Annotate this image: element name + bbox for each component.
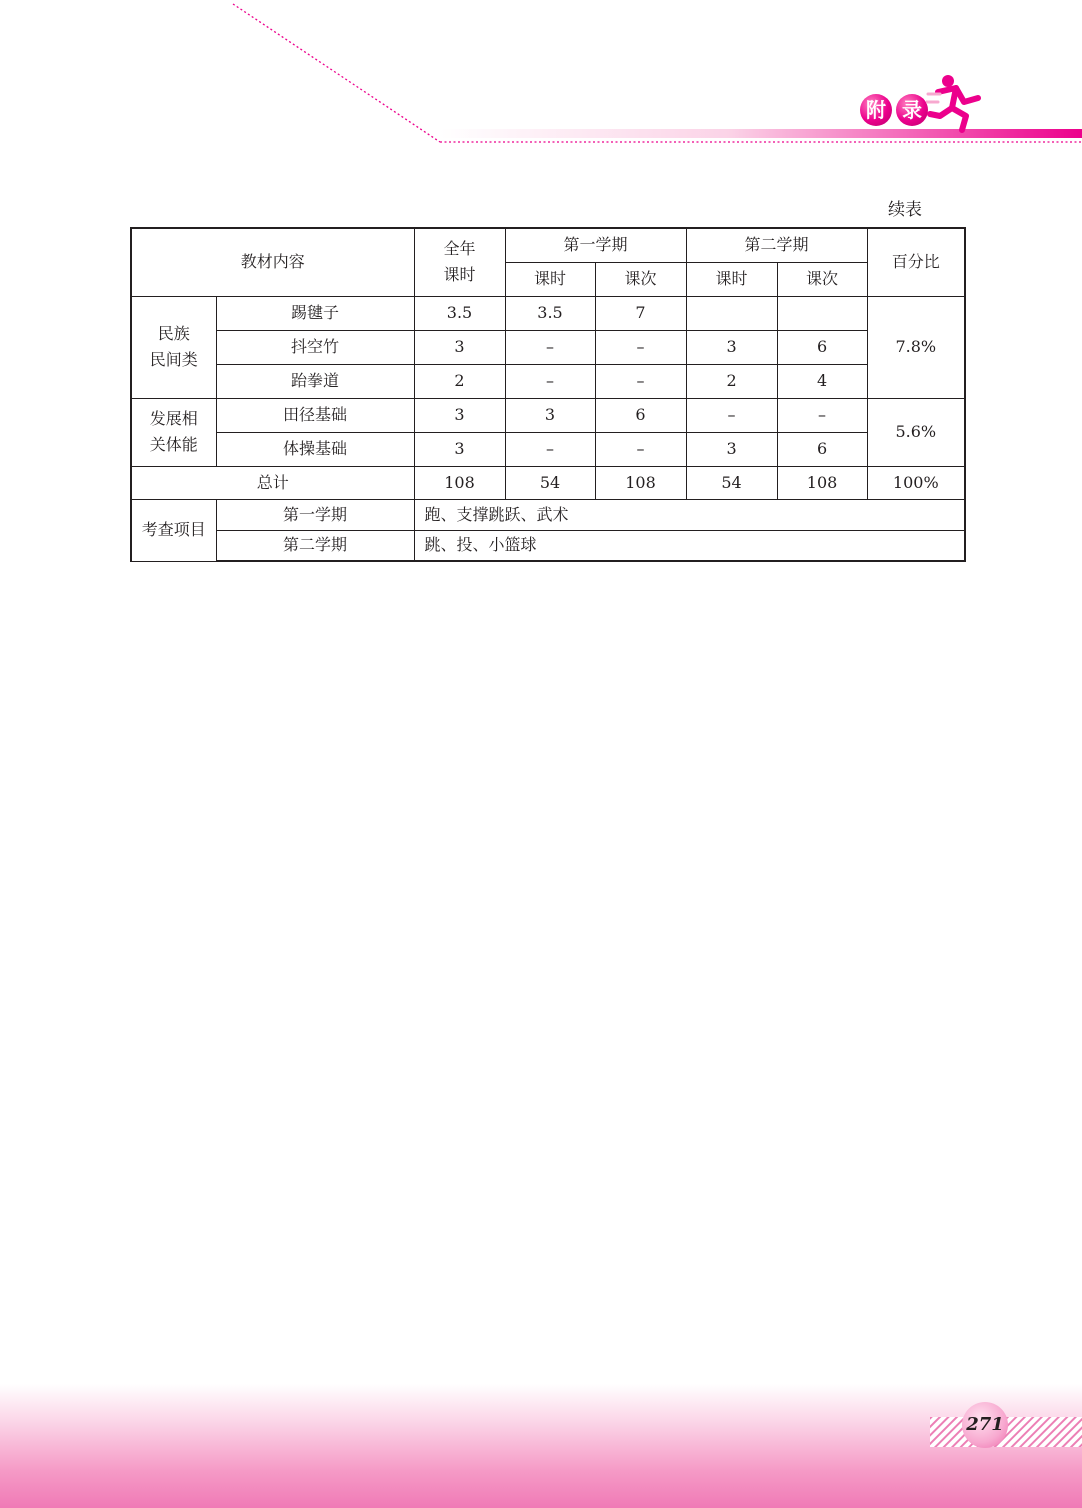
- group-percent: 5.6%: [867, 398, 965, 466]
- item-name: 跆拳道: [216, 364, 414, 398]
- header-decoration: [0, 0, 1082, 160]
- sem2-hours: [686, 296, 777, 330]
- header-year-hours: [414, 228, 505, 296]
- sem1-hours: 3.5: [505, 296, 595, 330]
- item-name: 田径基础: [216, 398, 414, 432]
- header-percent: 百分比: [867, 228, 965, 296]
- total-row: [131, 466, 965, 499]
- year-hours: 3: [414, 398, 505, 432]
- group-name: [131, 296, 216, 398]
- exam-term: 第二学期: [216, 530, 414, 561]
- table-row: [131, 364, 965, 398]
- page-number: 271: [962, 1402, 1008, 1448]
- header-sem1: 第一学期: [505, 228, 686, 262]
- group-name-line1: 民族: [157, 324, 190, 343]
- item-name: 体操基础: [216, 432, 414, 466]
- footer-band: [0, 1384, 1082, 1508]
- header-content: 教材内容: [131, 228, 414, 296]
- group-name: [131, 398, 216, 466]
- exam-label: 考查项目: [131, 499, 216, 561]
- table-header-row-1: [131, 228, 965, 262]
- exam-row: [131, 499, 965, 530]
- total-percent: 100%: [867, 466, 965, 499]
- total-sem1-times: 108: [595, 466, 686, 499]
- year-hours: 3: [414, 330, 505, 364]
- header-sem2-times: 课次: [777, 262, 867, 296]
- total-sem2-times: 108: [777, 466, 867, 499]
- group-name-line2: 民间类: [149, 350, 198, 369]
- sem2-times: 6: [777, 432, 867, 466]
- item-name: 踢毽子: [216, 296, 414, 330]
- exam-items: 跳、投、小篮球: [414, 530, 965, 561]
- exam-items: 跑、支撑跳跃、武术: [414, 499, 965, 530]
- group-name-line1: 发展相: [149, 409, 198, 428]
- sem1-times: –: [595, 364, 686, 398]
- total-sem2-hours: 54: [686, 466, 777, 499]
- sem2-hours: 3: [686, 330, 777, 364]
- header-sem2-hours: 课时: [686, 262, 777, 296]
- table-row: [131, 330, 965, 364]
- sem1-hours: –: [505, 432, 595, 466]
- group-percent: 7.8%: [867, 296, 965, 398]
- appendix-badge-char-1: 附: [860, 94, 892, 126]
- sem1-hours: –: [505, 364, 595, 398]
- sem2-hours: 2: [686, 364, 777, 398]
- sem2-times: 6: [777, 330, 867, 364]
- sem2-hours: –: [686, 398, 777, 432]
- sem1-hours: 3: [505, 398, 595, 432]
- header-sem1-hours: 课时: [505, 262, 595, 296]
- sem2-times: [777, 296, 867, 330]
- sem1-times: 7: [595, 296, 686, 330]
- header-sem2: 第二学期: [686, 228, 867, 262]
- sem2-times: –: [777, 398, 867, 432]
- total-year-hours: 108: [414, 466, 505, 499]
- sem2-hours: 3: [686, 432, 777, 466]
- curriculum-table: [130, 227, 966, 562]
- exam-term: 第一学期: [216, 499, 414, 530]
- sem1-hours: –: [505, 330, 595, 364]
- year-hours: 2: [414, 364, 505, 398]
- year-hours: 3.5: [414, 296, 505, 330]
- sem2-times: 4: [777, 364, 867, 398]
- header-year-hours-line2: 课时: [443, 265, 476, 285]
- continued-table-note: 续表: [888, 200, 922, 220]
- appendix-badge-char-2: 录: [896, 94, 928, 126]
- sem1-times: 6: [595, 398, 686, 432]
- exam-row: [131, 530, 965, 561]
- total-label: 总计: [131, 466, 414, 499]
- table-row: [131, 398, 965, 432]
- runner-icon: [926, 72, 988, 134]
- group-name-line2: 关体能: [149, 435, 198, 454]
- item-name: 抖空竹: [216, 330, 414, 364]
- table-row: [131, 432, 965, 466]
- table-row: [131, 296, 965, 330]
- total-sem1-hours: 54: [505, 466, 595, 499]
- year-hours: 3: [414, 432, 505, 466]
- sem1-times: –: [595, 432, 686, 466]
- header-year-hours-line1: 全年: [443, 239, 476, 259]
- sem1-times: –: [595, 330, 686, 364]
- header-sem1-times: 课次: [595, 262, 686, 296]
